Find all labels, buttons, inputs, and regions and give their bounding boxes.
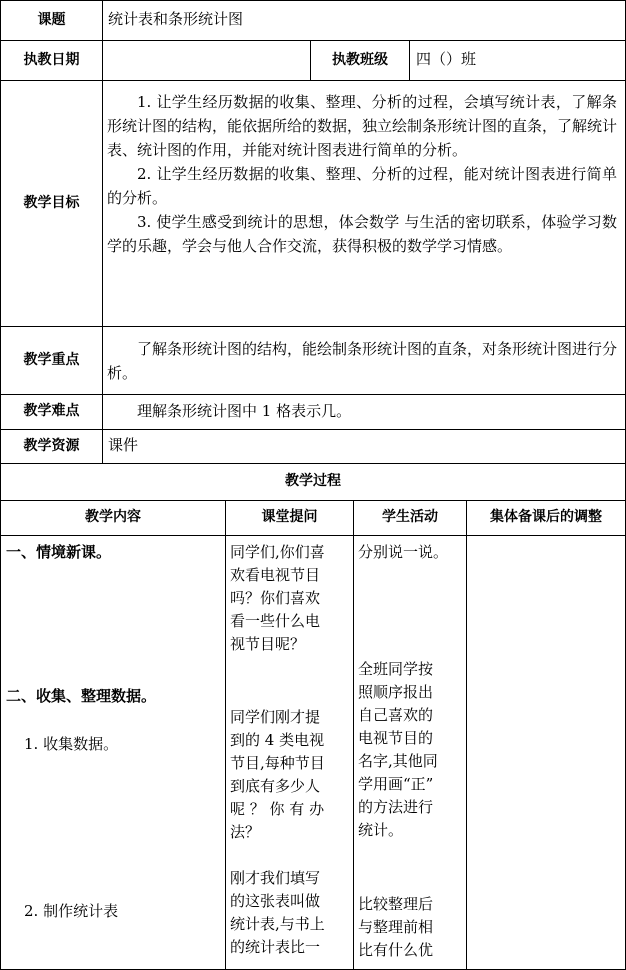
rule — [0, 429, 626, 430]
resources-value: 课件 — [108, 436, 139, 454]
difficulties-label: 教学难点 — [23, 403, 80, 419]
activity-text: 全班同学按 照顺序报出 自己喜欢的 电视节目的 名字,其他同 学用画“正” 的方法进行 统计。 — [358, 660, 438, 839]
difficulties-text: 理解条形统计图中 1 格表示几。 — [137, 402, 352, 420]
rule — [0, 535, 626, 536]
rule — [0, 500, 626, 501]
column-header: 学生活动 — [382, 509, 438, 525]
activity-text: 分别说一说。 — [358, 543, 449, 561]
objectives-text — [107, 90, 617, 258]
topic-value: 统计表和条形统计图 — [108, 10, 244, 28]
question-text: 同学们,你们喜 欢看电视节目 吗？你们喜欢 看一些什么电 视节目呢？ — [230, 543, 325, 653]
class-label: 执教班级 — [332, 52, 388, 68]
date-label: 执教日期 — [23, 52, 80, 68]
rule — [353, 500, 354, 970]
rule — [0, 394, 626, 395]
topic-label: 课题 — [37, 12, 66, 28]
objective-item: 1. 让学生经历数据的收集、整理、分析的过程，会填写统计表，了解条形统计图的结构，能依据所给的数据，独立绘制条形统计图的直条，了解统计表、统计图的作用，并能对统计图表进行简单的分析。 — [107, 93, 618, 159]
activity-text: 比较整理后 与整理前相 比有什么优 — [358, 895, 434, 959]
objectives-label: 教学目标 — [23, 195, 80, 211]
content-item: 2. 制作统计表 — [24, 902, 119, 920]
class-value: 四（）班 — [416, 50, 477, 68]
rule — [0, 0, 626, 1]
section-heading: 二、收集、整理数据。 — [6, 687, 157, 705]
process-title: 教学过程 — [285, 473, 341, 489]
column-header: 教学内容 — [85, 509, 141, 525]
column-header: 集体备课后的调整 — [490, 509, 602, 525]
rule — [102, 0, 103, 463]
rule — [0, 326, 626, 327]
question-text: 同学们刚才提 到的 4 类电视 节目,每种节目 到底有多少人 呢 ？ 你 有 办 法？ — [230, 708, 325, 841]
rule — [0, 80, 626, 81]
section-heading: 一、情境新课。 — [6, 543, 112, 561]
key-points-text: 了解条形统计图的结构，能绘制条形统计图的直条，对条形统计图进行分析。 — [107, 340, 618, 382]
question-text: 刚才我们填写 的这张表叫做 统计表,与书上 的统计表比一 — [230, 869, 325, 956]
rule — [225, 500, 226, 970]
rule — [466, 500, 467, 970]
objective-item: 3. 使学生感受到统计的思想，体会数学 与生活的密切联系，体验学习数学的乐趣，学会与他人合作交流，获得积极的数学学习情感。 — [107, 213, 617, 255]
column-header: 课堂提问 — [261, 509, 318, 525]
key-points-label: 教学重点 — [23, 352, 80, 368]
rule — [0, 40, 626, 41]
content-item: 1. 收集数据。 — [24, 735, 119, 753]
resources-label: 教学资源 — [23, 438, 80, 454]
rule — [409, 40, 410, 80]
rule — [0, 463, 626, 464]
objective-item: 2. 让学生经历数据的收集、整理、分析的过程，能对统计图表进行简单的分析。 — [107, 165, 617, 207]
